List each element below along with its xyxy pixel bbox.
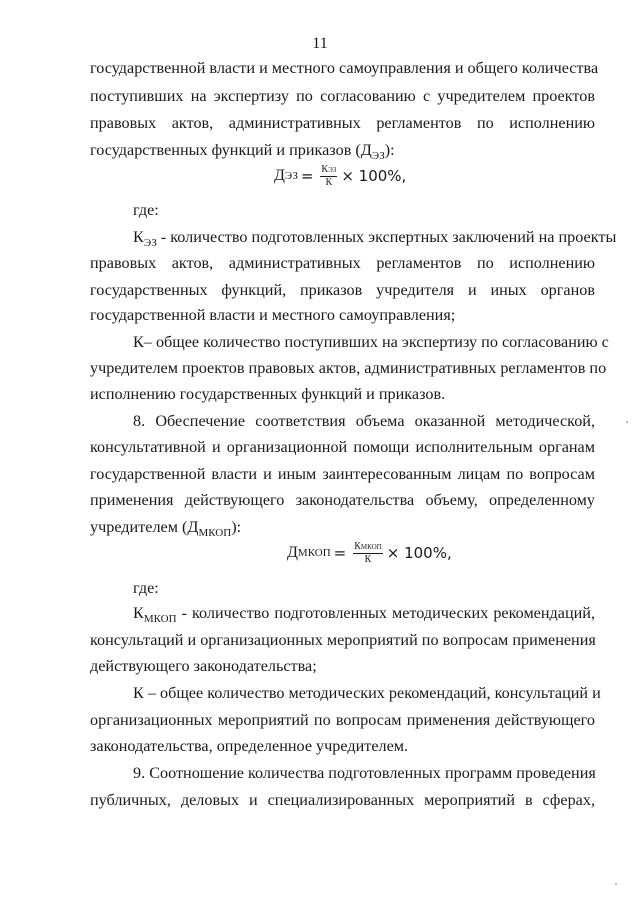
text-line: государственной власти и иным заинтересованным лицам по вопросам (90, 465, 595, 483)
formula-lhs: Д (287, 544, 298, 561)
scan-speck (626, 421, 628, 423)
text-line: консультаций и организационных мероприятий по вопросам применения (90, 631, 596, 649)
definition-first-line: К– общее количество поступивших на экспертизу по согласованию с (133, 333, 609, 351)
text-fragment: ): (231, 518, 242, 536)
text-line: государственных функций, приказов учредителя и иных органов (90, 281, 595, 299)
text-fragment: - количество подготовленных методических рекомендаций, (176, 604, 595, 622)
subscript: ЭЗ (371, 150, 385, 163)
text-line: исполнению государственных функций и приказов. (90, 385, 446, 403)
formula-fraction (353, 541, 383, 565)
text-line: законодательства, определенное учредителем. (90, 737, 409, 755)
text-line: правовых актов, административных регламентов по исполнению (90, 254, 595, 272)
formula-rhs: × 100%, (341, 167, 407, 185)
text-line (90, 517, 595, 543)
text-line: действующего законодательства; (90, 657, 317, 675)
formula-fraction (320, 164, 337, 188)
text-line: поступивших на экспертизу по согласованию с учредителем проектов (90, 87, 595, 105)
page-number: 11 (312, 35, 328, 52)
definition-first-line (133, 603, 595, 629)
text-line: правовых актов, административных регламентов по исполнению (90, 114, 595, 132)
symbol: К (133, 604, 144, 622)
formula-lhs-subscript: ЭЗ (284, 170, 298, 182)
subscript: МКОП (143, 613, 177, 626)
text-line: учредителем проектов правовых актов, административных регламентов по (90, 359, 607, 377)
equals-sign: = (333, 544, 347, 562)
text-line: государственной власти и местного самоуправления и общего количества (90, 59, 599, 77)
where-label: где: (133, 579, 159, 597)
subscript: ЭЗ (143, 237, 157, 250)
fraction-denominator: К (325, 177, 333, 188)
text-fragment: учредителем (Д (90, 518, 199, 536)
text-line: консультативной и организационной помощи исполнительным органам (90, 438, 595, 456)
symbol: К (133, 228, 144, 246)
formula-lhs-subscript: МКОП (297, 547, 331, 559)
fraction-numerator: КМКОП (354, 541, 382, 552)
text-line: публичных, деловых и специализированных мероприятий в сферах, (90, 791, 595, 809)
formula-rhs: × 100%, (386, 544, 452, 562)
fraction-numerator: КЭЗ (321, 164, 337, 175)
definition-first-line (133, 227, 617, 253)
text-fragment: - количество подготовленных экспертных заключений на проекты (156, 228, 617, 246)
scan-speck (615, 883, 617, 885)
subscript: МКОП (198, 527, 232, 540)
text-fragment: государственных функций и приказов (Д (90, 141, 372, 159)
text-fragment: ): (384, 141, 395, 159)
formula-lhs: Д (274, 167, 285, 184)
text-line (90, 140, 595, 166)
item-first-line: 9. Соотношение количества подготовленных программ проведения (133, 764, 596, 782)
formula-d-mkop (287, 541, 452, 565)
formula-d-ez (274, 164, 406, 188)
fraction-denominator: К (364, 554, 372, 565)
definition-first-line: К – общее количество методических рекомендаций, консультаций и (133, 684, 601, 702)
text-line: организационных мероприятий по вопросам применения действующего (90, 711, 595, 729)
text-line: применения действующего законодательства объему, определенному (90, 491, 595, 509)
item-first-line: 8. Обеспечение соответствия объема оказанной методической, (133, 412, 595, 430)
where-label: где: (133, 201, 159, 219)
text-line: государственной власти и местного самоуправления; (90, 306, 456, 324)
equals-sign: = (300, 167, 314, 185)
